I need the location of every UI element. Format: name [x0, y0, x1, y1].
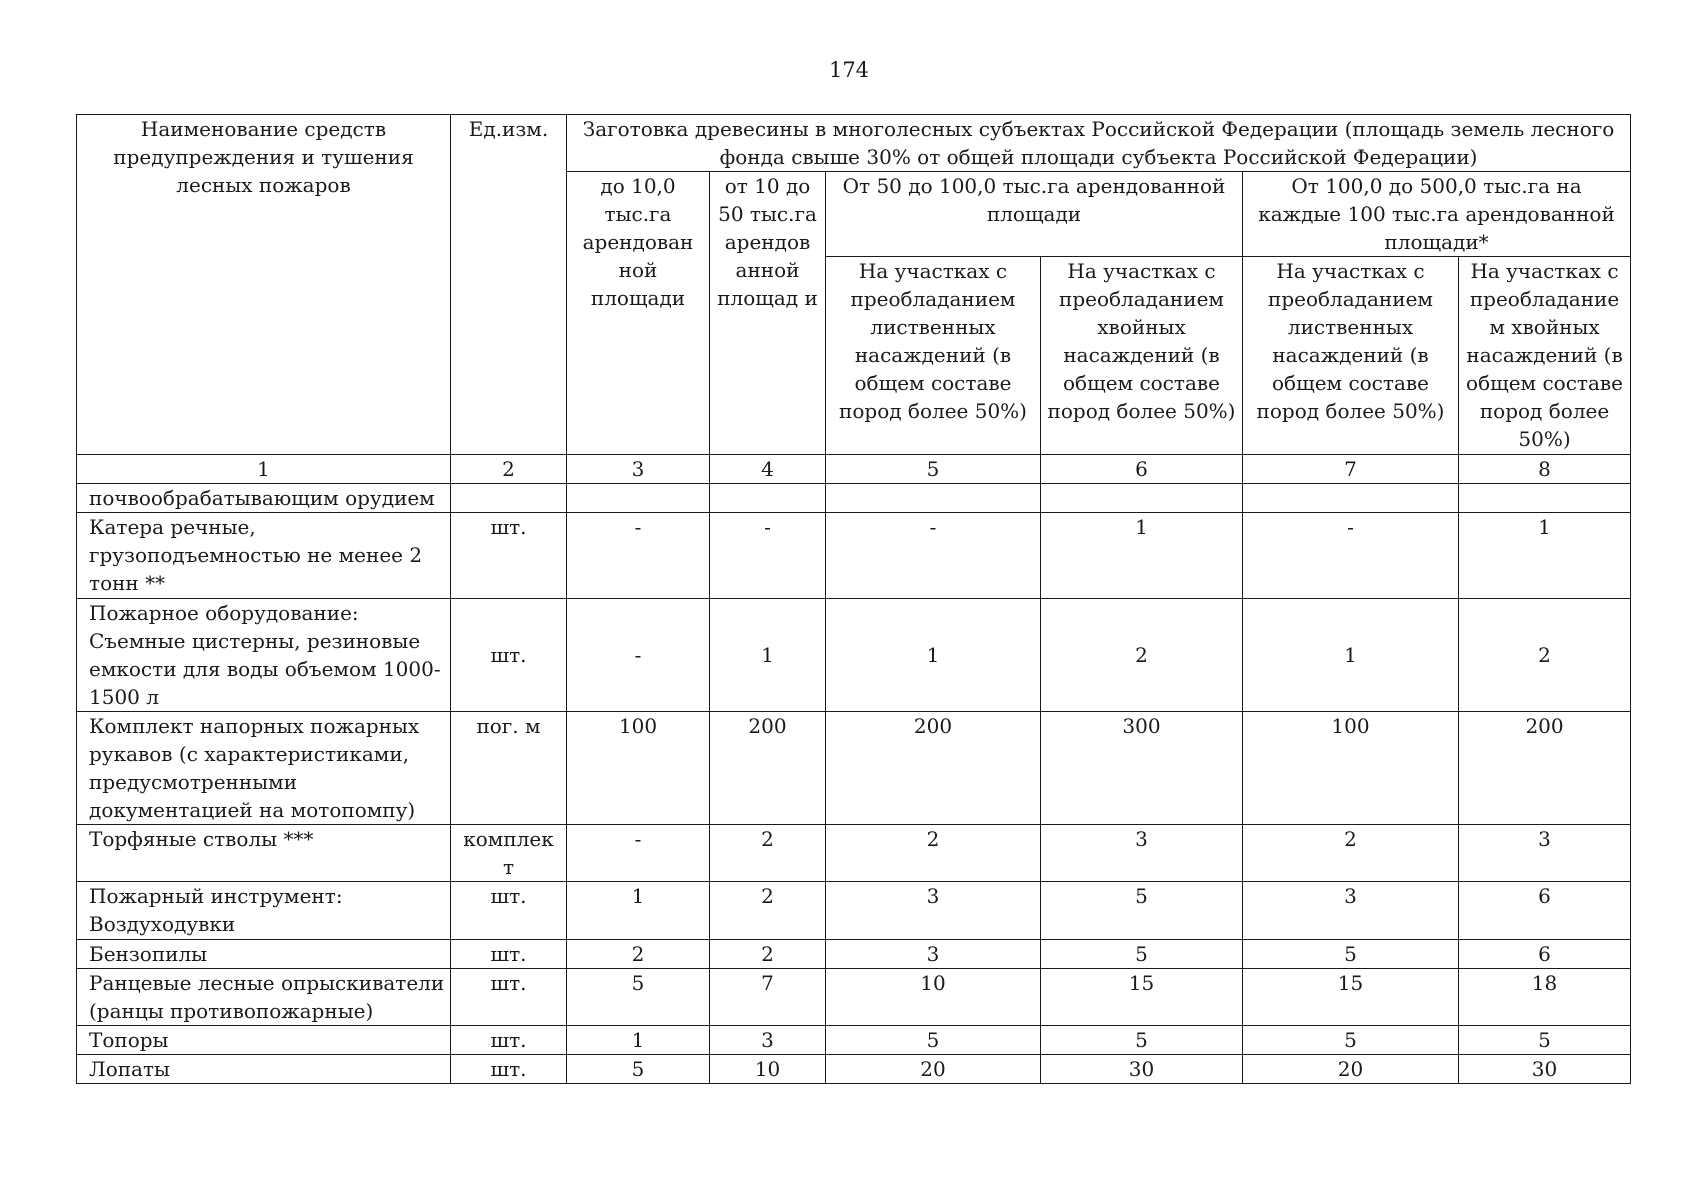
- item-value: -: [710, 513, 826, 599]
- item-value: 1: [710, 599, 826, 712]
- table-row: [77, 969, 1631, 1026]
- item-value: 2: [710, 825, 826, 882]
- item-name: Катера речные, грузоподъемностью не менее 2 тонн **: [77, 513, 451, 599]
- table-row: [77, 513, 1631, 599]
- item-value: 1: [567, 882, 710, 940]
- header-50-100: От 50 до 100,0 тыс.га арендованной площади: [826, 172, 1243, 257]
- item-value: 3: [826, 940, 1041, 969]
- item-value: -: [826, 513, 1041, 599]
- equipment-table: [76, 114, 1631, 1084]
- column-number: 2: [451, 455, 567, 484]
- table-row: [77, 882, 1631, 940]
- column-number: 6: [1041, 455, 1243, 484]
- column-number: 4: [710, 455, 826, 484]
- header-up-to-10: до 10,0 тыс.га арендован ной площади: [567, 172, 710, 455]
- item-value: 300: [1041, 712, 1243, 825]
- item-value: 5: [1459, 1026, 1631, 1055]
- item-value: 100: [1243, 712, 1459, 825]
- item-value: -: [567, 599, 710, 712]
- item-value: [567, 484, 710, 513]
- item-value: 5: [567, 1055, 710, 1084]
- item-value: 2: [567, 940, 710, 969]
- item-name: почвообрабатывающим орудием: [77, 484, 451, 513]
- header-group-title: Заготовка древесины в многолесных субъектах Российской Федерации (площадь земель лесного фонда свыше 30% от общей площади субъекта Российской Федерации): [567, 115, 1631, 172]
- item-value: [1243, 484, 1459, 513]
- table-row: [77, 599, 1631, 712]
- item-value: [826, 484, 1041, 513]
- item-name: Пожарное оборудование: Съемные цистерны, резиновые емкости для воды объемом 1000-1500 л: [77, 599, 451, 712]
- item-unit: шт.: [451, 940, 567, 969]
- item-value: 10: [710, 1055, 826, 1084]
- item-value: 20: [826, 1055, 1041, 1084]
- item-value: [1459, 484, 1631, 513]
- item-value: 1: [826, 599, 1041, 712]
- item-unit: комплек т: [451, 825, 567, 882]
- header-10-to-50: от 10 до 50 тыс.га арендов анной площад и: [710, 172, 826, 455]
- item-value: [710, 484, 826, 513]
- item-name: Комплект напорных пожарных рукавов (с характеристиками, предусмотренными документацией на мотопомпу): [77, 712, 451, 825]
- item-value: 3: [1041, 825, 1243, 882]
- item-value: 7: [710, 969, 826, 1026]
- page-number: 174: [828, 58, 870, 82]
- column-number: 3: [567, 455, 710, 484]
- item-value: 5: [1243, 1026, 1459, 1055]
- item-value: 6: [1459, 882, 1631, 940]
- item-value: 3: [710, 1026, 826, 1055]
- item-value: 15: [1243, 969, 1459, 1026]
- item-unit: шт.: [451, 1055, 567, 1084]
- column-number: 7: [1243, 455, 1459, 484]
- item-value: 3: [1243, 882, 1459, 940]
- header-deciduous-50-100: На участках с преобладанием лиственных насаждений (в общем составе пород более 50%): [826, 257, 1041, 455]
- item-value: 20: [1243, 1055, 1459, 1084]
- table-row: [77, 1026, 1631, 1055]
- item-value: 5: [1041, 940, 1243, 969]
- item-value: -: [1243, 513, 1459, 599]
- item-name: Топоры: [77, 1026, 451, 1055]
- item-value: 10: [826, 969, 1041, 1026]
- item-value: 200: [826, 712, 1041, 825]
- item-value: 2: [1243, 825, 1459, 882]
- item-value: 2: [826, 825, 1041, 882]
- item-value: 2: [710, 940, 826, 969]
- item-name: Ранцевые лесные опрыскиватели (ранцы противопожарные): [77, 969, 451, 1026]
- item-unit: шт.: [451, 1026, 567, 1055]
- item-unit: шт.: [451, 599, 567, 712]
- item-value: 30: [1041, 1055, 1243, 1084]
- item-unit: шт.: [451, 882, 567, 940]
- item-value: 5: [1243, 940, 1459, 969]
- item-value: 15: [1041, 969, 1243, 1026]
- item-value: 1: [1041, 513, 1243, 599]
- item-name: Пожарный инструмент: Воздуходувки: [77, 882, 451, 940]
- item-value: 6: [1459, 940, 1631, 969]
- item-value: 5: [1041, 882, 1243, 940]
- table-row: [77, 1055, 1631, 1084]
- item-value: 2: [1459, 599, 1631, 712]
- item-value: -: [567, 513, 710, 599]
- item-value: 5: [1041, 1026, 1243, 1055]
- item-value: 1: [1459, 513, 1631, 599]
- header-100-500: От 100,0 до 500,0 тыс.га на каждые 100 тыс.га арендованной площади*: [1243, 172, 1631, 257]
- item-value: 1: [1243, 599, 1459, 712]
- item-value: 3: [826, 882, 1041, 940]
- item-value: 1: [567, 1026, 710, 1055]
- table-row: [77, 712, 1631, 825]
- header-conifer-50-100: На участках с преобладанием хвойных насаждений (в общем составе пород более 50%): [1041, 257, 1243, 455]
- column-numbers-row: [77, 455, 1631, 484]
- item-value: 30: [1459, 1055, 1631, 1084]
- item-name: Торфяные стволы ***: [77, 825, 451, 882]
- table-row: [77, 484, 1631, 513]
- item-value: 2: [710, 882, 826, 940]
- item-value: 3: [1459, 825, 1631, 882]
- item-name: Лопаты: [77, 1055, 451, 1084]
- item-unit: [451, 484, 567, 513]
- header-deciduous-100-500: На участках с преобладанием лиственных насаждений (в общем составе пород более 50%): [1243, 257, 1459, 455]
- item-value: 5: [567, 969, 710, 1026]
- header-name: Наименование средств предупреждения и тушения лесных пожаров: [77, 115, 451, 455]
- table-row: [77, 825, 1631, 882]
- header-conifer-100-500: На участках с преобладание м хвойных насаждений (в общем составе пород более 50%): [1459, 257, 1631, 455]
- column-number: 5: [826, 455, 1041, 484]
- item-value: 100: [567, 712, 710, 825]
- column-number: 1: [77, 455, 451, 484]
- item-value: 18: [1459, 969, 1631, 1026]
- item-value: 200: [1459, 712, 1631, 825]
- item-value: 2: [1041, 599, 1243, 712]
- item-value: -: [567, 825, 710, 882]
- header-unit: Ед.изм.: [451, 115, 567, 455]
- item-value: 5: [826, 1026, 1041, 1055]
- item-unit: пог. м: [451, 712, 567, 825]
- table-row: [77, 940, 1631, 969]
- column-number: 8: [1459, 455, 1631, 484]
- item-unit: шт.: [451, 513, 567, 599]
- item-name: Бензопилы: [77, 940, 451, 969]
- item-value: 200: [710, 712, 826, 825]
- item-value: [1041, 484, 1243, 513]
- item-unit: шт.: [451, 969, 567, 1026]
